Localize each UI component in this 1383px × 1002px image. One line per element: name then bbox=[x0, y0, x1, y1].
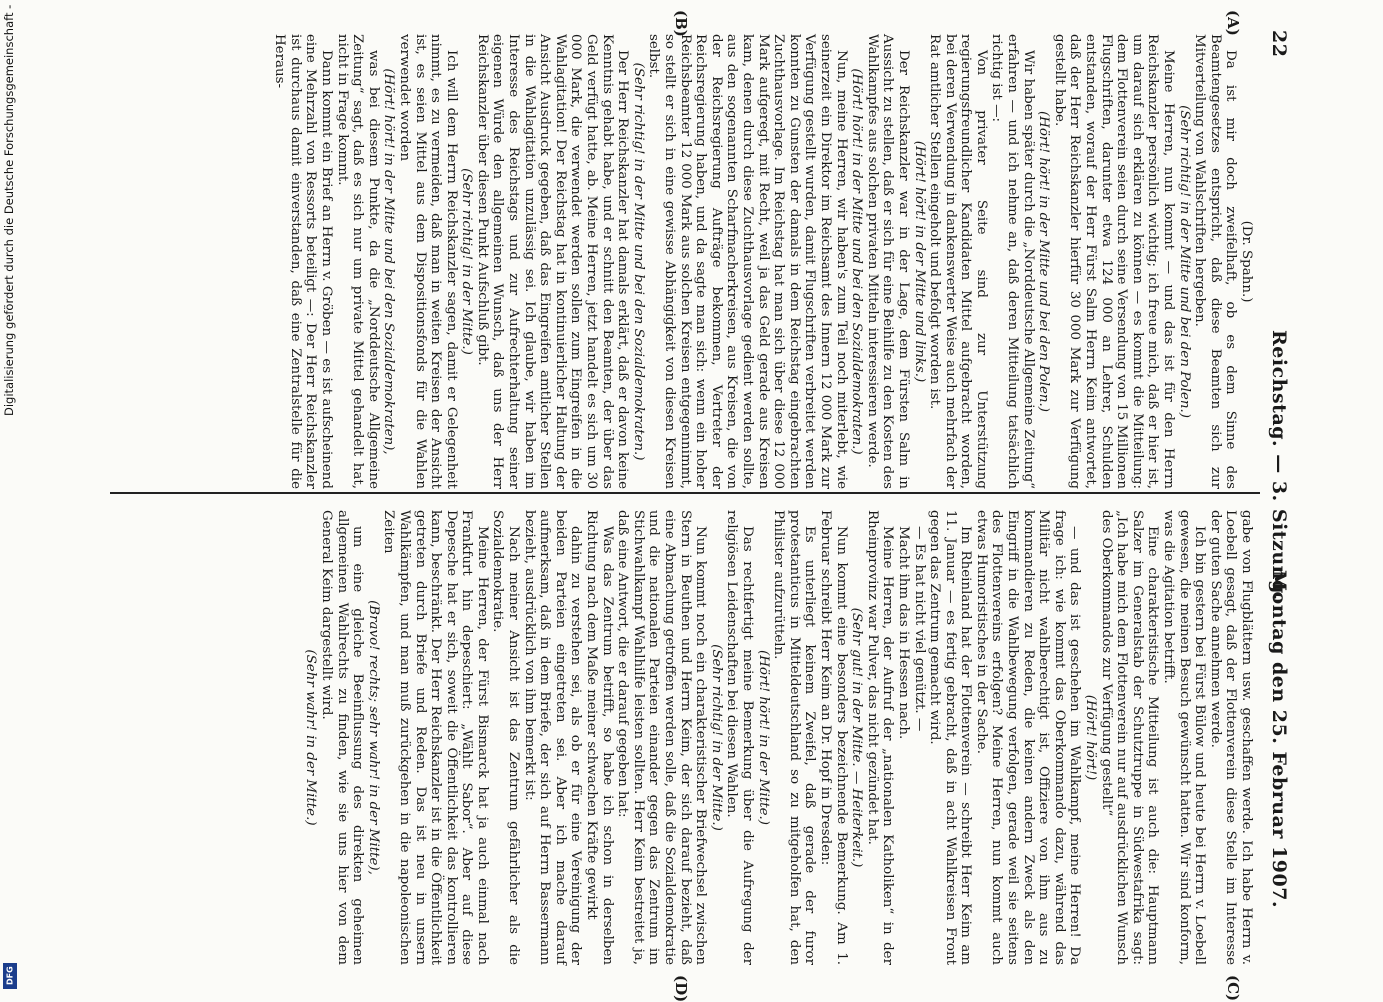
paragraph: gabe von Flugblättern usw. geschaffen werde. Ich habe Herrn v. Loebell gesagt, daß der Flottenverein diese Stelle im Interesse der guten Sache annehmen werde. bbox=[1207, 510, 1254, 965]
margin-marker-b: (B) bbox=[672, 10, 690, 37]
margin-marker-d: (D) bbox=[672, 975, 690, 1002]
interjection: (Hört! hört! in der Mitte.) bbox=[755, 650, 771, 825]
paragraph: Von privater Seite sind zur Unterstützung regierungsfreundlicher Kandidaten Mittel aufgebracht worden, bei deren Verwendung in dankenswerter Weise auch mehrfach der Rat amtlicher Stellen eingeholt und befolgt worden ist. bbox=[927, 34, 989, 489]
left-column bbox=[272, 34, 1254, 489]
paragraph: dahin zu verstehen sei, als ob er für eine Vereinigung der beiden Parteien eingetreten sei. Aber ich mache darauf aufmerksam, daß in dem Briefe, der sich auf Herrn Bassermann bezieht, ausdrücklich von ihm bemerkt ist: bbox=[521, 510, 584, 965]
margin-marker-c: (C) bbox=[1224, 975, 1242, 1002]
interjection: (Hört! hört!) bbox=[1083, 694, 1099, 781]
interjection: (Sehr richtig! in der Mitte.) bbox=[708, 644, 724, 831]
paragraph: Ich bin gestern bei Fürst Bülow und heute bei Herrn v. Loebell gewesen, die meinen Besuch gewünscht hatten. Wir sind konform, was die Agitation betrifft. bbox=[1161, 510, 1208, 965]
paragraph: was bei diesem Punkte, da die „Norddeutsche Allgemeine Zeitung“ sagt, daß es sich nur um private Mittel gehandelt hat, nicht in Frage kommt. bbox=[334, 34, 381, 489]
paragraph: Eine charakteristische Mitteilung ist auch die: Hauptmann Salzer im Generalstab der Schutztruppe in Südwestafrika sagt: „Ich habe mich dem Flottenverein nur auf ausdrücklichen Wunsch des Oberkommandos zur Verfügung gestellt“ bbox=[1098, 510, 1161, 965]
interjection: (Hört! hört! in der Mitte und bei den Polen.) bbox=[1036, 110, 1052, 413]
paragraph: Nun kommt eine besonders bezeichnende Bemerkung. Am 1. Februar schreibt Herr Keim an Dr. Hopf in Dresden: bbox=[817, 510, 849, 965]
paragraph: Meine Herren, nun kommt — und das ist für den Herrn Reichskanzler persönlich wichtig; ich freue mich, daß er hier ist, um darauf sich erklären zu können — es kommt die Mitteilung: dem Flottenverein seien durch seine Versendung von 15 Millionen Flugschriften, darunter etwa 124 000 an Lehrer, Schulden entstanden, worauf der Herr Fürst Salm Herrn Keim antwortet, daß der Herr Reichskanzler hierfür 30 000 Mark zur Verfügung gestellt habe. bbox=[1051, 34, 1177, 489]
interjection: (Hört! hört! in der Mitte und bei den Sozialdemokraten.) bbox=[849, 68, 865, 455]
paragraph: — Es hat nicht viel genützt. — bbox=[911, 526, 927, 732]
session-date: Montag den 25. Februar 1907. bbox=[1268, 570, 1290, 909]
document-page bbox=[100, 0, 1300, 1000]
interjection: (Sehr gut! in der Mitte. — Heiterkeit.) bbox=[849, 607, 865, 868]
interjection: (Bravo! rechts; sehr wahr! in der Mitte), bbox=[365, 600, 381, 875]
paragraph: Der Herr Reichskanzler hat damals erklärt, daß er davon keine Kenntnis gehabt habe, und er schnitt den Beamten, der über das Geld verfügt hatte, ab. Meine Herren, jetzt handelt es sich um 30 000 Mark, die verwendet werden sollen zum Eingreifen in die Wahlagitation! Der Reichstag hat in kontinuierlicher Haltung der Ansicht Ausdruck gegeben, daß das Eingreifen amtlicher Stellen in die Wahlagitation unzulässig sei. Ich glaube, wir haben im Interesse des Reichstags und zur Aufrechterhaltung seiner eigenen Würde den allgemeinen Wunsch, daß uns der Herr Reichskanzler über diesen Punkt Aufschluß gibt. bbox=[474, 34, 631, 489]
interjection: (Hört! hört! in der Mitte und links.) bbox=[911, 140, 927, 383]
interjection: (Hört! hört! in der Mitte und bei den Sozialdemokraten), bbox=[381, 68, 397, 455]
paragraph: Wir haben später durch die „Norddeutsche Allgemeine Zeitung“ erfahren — und ich nehme an, daß deren Mitteilung tatsächlich richtig ist —: bbox=[989, 34, 1036, 489]
digitization-credit: Digitalisierung gefördert durch die Deutsche Forschungsgemeinschaft - bbox=[2, 5, 16, 417]
interjection: (Sehr wahr! in der Mitte.) bbox=[303, 649, 319, 826]
right-column bbox=[303, 510, 1254, 965]
paragraph: Meine Herren, der Aufruf der „nationalen Katholiken“ in der Rheinprovinz war Pulver, das nicht gezündet hat. bbox=[864, 510, 896, 965]
paragraph: Es unterliegt keinem Zweifel, daß gerade der furor protestanticus in Mitteldeutschland so zu mitgeholfen hat, den Philister aufzurütteln. bbox=[771, 510, 818, 965]
interjection: (Sehr richtig! in der Mitte und bei den Polen.) bbox=[1176, 105, 1192, 418]
interjection: (Sehr richtig! in der Mitte und bei den Sozialdemokraten.) bbox=[630, 62, 646, 461]
speaker-name: (Dr. Spahn.) bbox=[1239, 220, 1254, 303]
paragraph: Der Reichskanzler war in der Lage, dem Fürsten Salm in Aussicht zu stellen, daß er sich für eine Beihilfe zu den Kosten des Wahlkampfes aus solchen privaten Mitteln interessieren werde. bbox=[864, 34, 911, 489]
paragraph: Das rechtfertigt meine Bemerkung über die Aufregung der religiösen Leidenschaften bei diesen Wahlen. bbox=[724, 510, 755, 965]
interjection: (Sehr richtig! in der Mitte.) bbox=[459, 168, 475, 355]
paragraph: Meine Herren, der Fürst Bismarck hat ja auch einmal nach Frankfurt hin depeschiert: „Wählt Sabor“. Aber auf diese Depesche hat er sich, soweit die Öffentlichkeit das kontrollieren kann, beschränkt. Der Herr Reichskanzler ist in die Öffentlichkeit getreten durch Briefe und Reden. Das ist neu in unsern Wahlkämpfen, und man muß zurückgehen in die napoleonischen Zeiten bbox=[381, 510, 490, 965]
paragraph: Macht ihm das in Hessen nach. bbox=[895, 526, 911, 740]
paragraph: Nun, meine Herren, wir haben's zum Teil noch miterlebt, wie seinerzeit ein Direktor im Reichsamt des Innern 12 000 Mark zur Verfügung gestellt wurden, damit Flugschriften verbreitet werden konnten zu Gunsten der damals in dem Reichstag eingebrachten Zuchthausvorlage. Im Reichstag hat man sich über diese 12 000 Mark aufgeregt, mit Recht, weil ja das Geld gerade aus Kreisen kam, denen durch diese Zuchthausvorlage gedient werden sollte, aus den sogenannten Scharfmacherkreisen, aus Kreisen, die von der Reichsregierung Aufträge bekommen, Vertreter der Reichsregierung haben, und da sagte man sich: wenn ein hoher Reichsbeamter 12 000 Mark aus solchen Kreisen entgegennimmt, so stellt er sich in eine gewisse Abhängigkeit von diesen Kreisen selbst. bbox=[646, 34, 849, 489]
paragraph: Ich will dem Herrn Reichskanzler sagen, damit er Gelegenheit nimmt, es zu vermeiden, daß man in weiten Kreisen der Ansicht ist, es seien Mittel aus dem Dispositionsfonds für die Wahlen verwendet worden bbox=[396, 34, 459, 489]
dfg-logo: DFG bbox=[3, 963, 17, 989]
column-divider bbox=[110, 492, 1260, 494]
paragraph: Was das Zentrum betrifft, so habe ich schon in derselben Richtung nach dem Maße meiner schwachen Kräfte gewirkt bbox=[584, 510, 615, 965]
margin-marker-a: (A) bbox=[1224, 10, 1242, 36]
session-title: Reichstag. — 3. Sitzung. bbox=[1268, 330, 1290, 601]
paragraph: Im Rheinland hat der Flottenverein — schreibt Herr Keim am 11. Januar — es fertig gebracht, daß in acht Wahlkreisen Front gegen das Zentrum gemacht wird. bbox=[927, 510, 974, 965]
paragraph: Da ist mir doch zweifelhaft, ob es dem Sinne des Beamtengesetzes entspricht, daß diese Beamten sich zur Mitverteilung von Wahlschriften hergeben. bbox=[1192, 34, 1239, 489]
page-number: 22 bbox=[1268, 30, 1290, 58]
digitization-sidebar bbox=[0, 5, 20, 995]
paragraph: um eine gleiche Beeinflussung des direkten geheimen allgemeinen Wahlrechts zu finden, wie sie uns hier von dem General Keim dargestellt wird. bbox=[318, 510, 366, 965]
paragraph: Nach meiner Ansicht ist das Zentrum gefährlicher als die Sozialdemokratie. bbox=[490, 510, 522, 965]
page-header bbox=[1260, 30, 1290, 990]
paragraph: Nun kommt noch ein charakteristischer Briefwechsel zwischen Stern in Beuthen und Herrn Keim, der sich darauf bezieht, daß eine Abmachung getroffen werden solle, daß die Sozialdemokratie und die nationalen Parteien einander gegen das Zentrum im Stichwahlkampf Wahlhilfe leisten sollten. Herr Keim bestreitet ja, daß eine Antwort, die er darauf gegeben hat: bbox=[615, 510, 709, 965]
paragraph: — und das ist geschehen im Wahlkampf, meine Herren! Da frage ich: wie kommt das Oberkommando dazu, während das Militär nicht wahlberechtigt ist, Offiziere von ihm aus zu kommandieren zu Reden, die keinen andern Zweck als den Eingriff in die Wahlbewegung verfolgen, gerade weil sie seitens des Flottenvereins erfolgen? Meine Herren, nun kommt auch etwas Humoristisches in der Sache. bbox=[973, 510, 1083, 965]
paragraph: Dann kommt ein Brief an Herrn v. Gröben — es ist aufscheinend eine Mehrzahl von Ressorts beteiligt —: Der Herr Reichskanzler ist durchaus damit einverstanden, daß eine Zentralstelle für die Heraus- bbox=[272, 34, 334, 489]
